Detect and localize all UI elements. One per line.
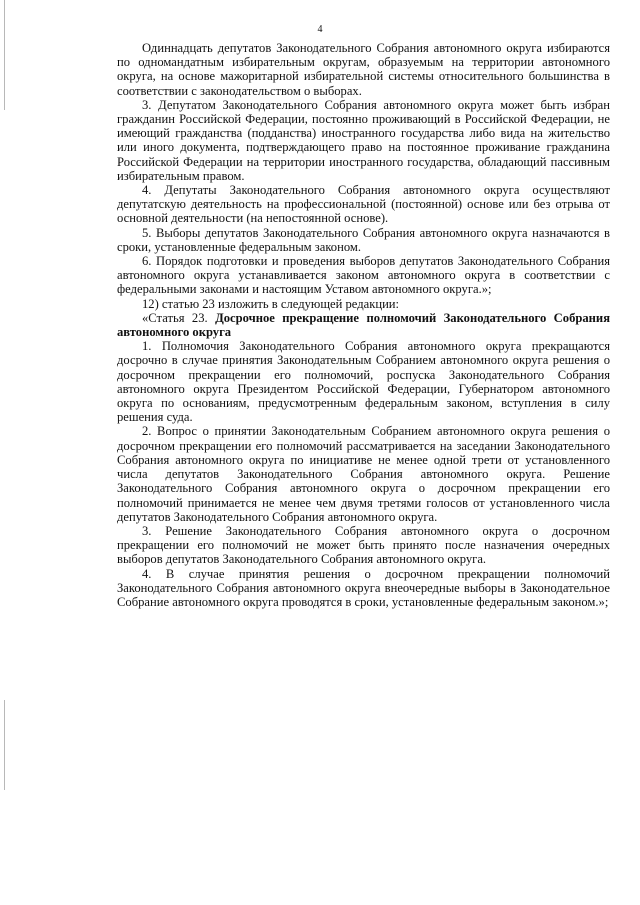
paragraph: 12) статью 23 изложить в следующей редакции: — [142, 296, 400, 311]
paragraph: 6. Порядок подготовки и проведения выборов депутатов Законодательного Собрания автономного округа устанавливается законом автономного округа в соответствии с федеральными законами и настоящим Уставом автономного округа.»; — [117, 254, 610, 297]
article-paragraph: 3. Решение Законодательного Собрания автономного округа о досрочном прекращении его полномочий не может быть принято после назначения очередных выборов депутатов Законодательного Собрания автономного округа. — [117, 523, 610, 567]
article-paragraph: 4. В случае принятия решения о досрочном прекращении полномочий Законодательного Собрания автономного округа внеочередные выборы в Законодательное Собрание автономного округа проводятся в сроки, установленные федеральным законом.»; — [117, 566, 610, 609]
page-number: 4 — [317, 24, 323, 35]
document-body — [117, 41, 610, 609]
paragraph: 5. Выборы депутатов Законодательного Собрания автономного округа назначаются в сроки, установленные федеральным законом. — [117, 225, 610, 254]
paragraph: 4. Депутаты Законодательного Собрания автономного округа осуществляют депутатскую деятельность на профессиональной (постоянной) основе или без отрыва от основной деятельности (на непостоянной основе). — [117, 183, 610, 226]
paragraph: Одиннадцать депутатов Законодательного Собрания автономного округа избираются по одномандатным избирательным округам, образуемым на территории автономного округа, на основе мажоритарной избирательной системы относительного большинства в соответствии с законодательством о выборах. — [117, 41, 610, 98]
scan-margin-mark — [4, 0, 5, 110]
article-paragraph: 2. Вопрос о принятии Законодательным Собранием автономного округа решения о досрочном прекращении его полномочий рассматривается на заседании Законодательного Собрания автономного округа по инициативе не менее одной трети от установленного числа депутатов Законодательного Собрания автономного округа. Решение Законодательного Собрания автономного округа о досрочном прекращении его полномочий принимается не менее чем двумя третями голосов от установленного числа депутатов Законодательного Собрания автономного округа. — [117, 424, 610, 524]
paragraph: 3. Депутатом Законодательного Собрания автономного округа может быть избран гражданин Российской Федерации, постоянно проживающий в Российской Федерации, не имеющий гражданства (подданства) иностранного государства либо вида на жительство или иного документа, подтверждающего право на постоянное проживание гражданина Российской Федерации на территории иностранного государства, обладающий пассивным избирательным правом. — [117, 97, 610, 183]
article-heading — [117, 311, 610, 339]
article-paragraph: 1. Полномочия Законодательного Собрания автономного округа прекращаются досрочно в случае принятия Законодательным Собранием автономного округа решения о досрочном прекращении его полномочий, роспуска Законодательного Собрания автономного округа Президентом Российской Федерации, Губернатором автономного округа по основаниям, предусмотренным федеральным законом, вступления в силу решения суда. — [117, 339, 610, 425]
article-heading-title: Досрочное прекращение полномочий Законодательного Собрания автономного округа — [117, 310, 611, 340]
scan-margin-mark — [4, 700, 5, 790]
article-heading-prefix: «Статья 23. — [142, 310, 216, 325]
